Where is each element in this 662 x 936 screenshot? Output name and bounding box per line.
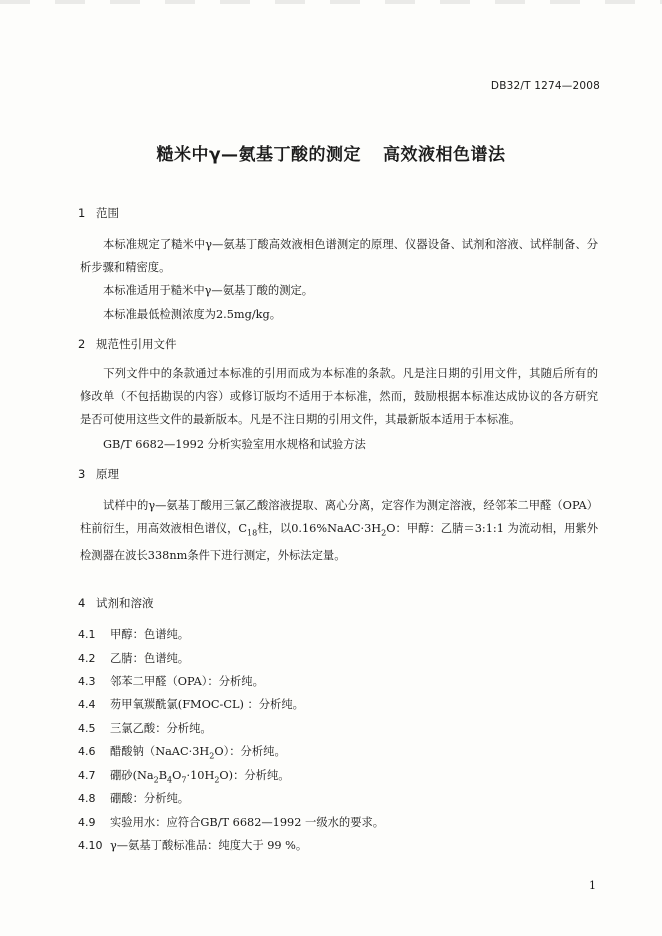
page-number: 1 bbox=[589, 879, 596, 892]
document-title bbox=[0, 140, 662, 165]
section-heading-scope: 1 范围 bbox=[78, 206, 119, 220]
scope-applicability: 本标准适用于糙米中γ—氨基丁酸的测定。 bbox=[103, 284, 314, 297]
reagent-item: 4.9 实验用水：应符合GB/T 6682—1992 一级水的要求。 bbox=[78, 816, 385, 829]
reagent-item: 4.8 硼酸：分析纯。 bbox=[78, 792, 190, 805]
reagent-item: 4.2 乙腈：色谱纯。 bbox=[78, 652, 190, 665]
scan-edge-marks bbox=[0, 0, 662, 4]
reagent-item: 4.4 芴甲氧羰酰氯(FMOC-CL) ：分析纯。 bbox=[78, 698, 304, 711]
reagent-item: 4.1 甲醇：色谱纯。 bbox=[78, 628, 190, 641]
reagent-item: 4.6 醋酸钠$(NaAC\cdot 3H_2O)$：分析纯。 bbox=[78, 745, 286, 761]
principle-paragraph: 试样中的γ—氨基丁酸用三氯乙酸溶液提取、离心分离，定容作为测定溶液，经邻苯二甲醛（OPA）柱前衍生，用高效液相色谱仪，$C_{18}$柱，以$0.16\%NaAC\cdot 3H_2O$：甲醇：乙腈＝3:1:1 为流动相，用紫外检测器在波长338nm条件下进行测定，外标法定量。 bbox=[80, 499, 598, 563]
scope-detection-limit: 本标准最低检测浓度为2.5mg/kg。 bbox=[103, 308, 282, 321]
references-paragraph: 下列文件中的条款通过本标准的引用而成为本标准的条款。凡是注日期的引用文件，其随后所有的修改单（不包括勘误的内容）或修订版均不适用于本标准，然而，鼓励根据本标准达成协议的各方研究是否可使用这些文件的最新版本。凡是不注日期的引用文件，其最新版本适用于本标准。 bbox=[80, 367, 598, 426]
scope-paragraph: 本标准规定了糙米中γ—氨基丁酸高效液相色谱测定的原理、仪器设备、试剂和溶液、试样制备、分析步骤和精密度。 bbox=[80, 238, 598, 274]
reference-gbt6682: GB/T 6682—1992 分析实验室用水规格和试验方法 bbox=[103, 438, 366, 451]
reagent-item: 4.5 三氯乙酸：分析纯。 bbox=[78, 722, 212, 735]
section-heading-reagents: 4 试剂和溶液 bbox=[78, 596, 154, 610]
section-heading-normative-references: 2 规范性引用文件 bbox=[78, 337, 177, 351]
reagent-item: 4.10 γ—氨基丁酸标准品：纯度大于 99 %。 bbox=[78, 839, 308, 852]
reagent-item: 4.3 邻苯二甲醛（OPA）：分析纯。 bbox=[78, 675, 264, 688]
reagent-item: 4.7 硼砂$(Na_2B_4O_7\cdot 10H_2O)$：分析纯。 bbox=[78, 769, 290, 785]
standard-number: DB32/T 1274—2008 bbox=[490, 80, 600, 92]
section-heading-principle: 3 原理 bbox=[78, 467, 119, 481]
title-main: 糙米中γ—氨基丁酸的测定 bbox=[156, 145, 362, 165]
title-method: 高效液相色谱法 bbox=[383, 145, 506, 165]
